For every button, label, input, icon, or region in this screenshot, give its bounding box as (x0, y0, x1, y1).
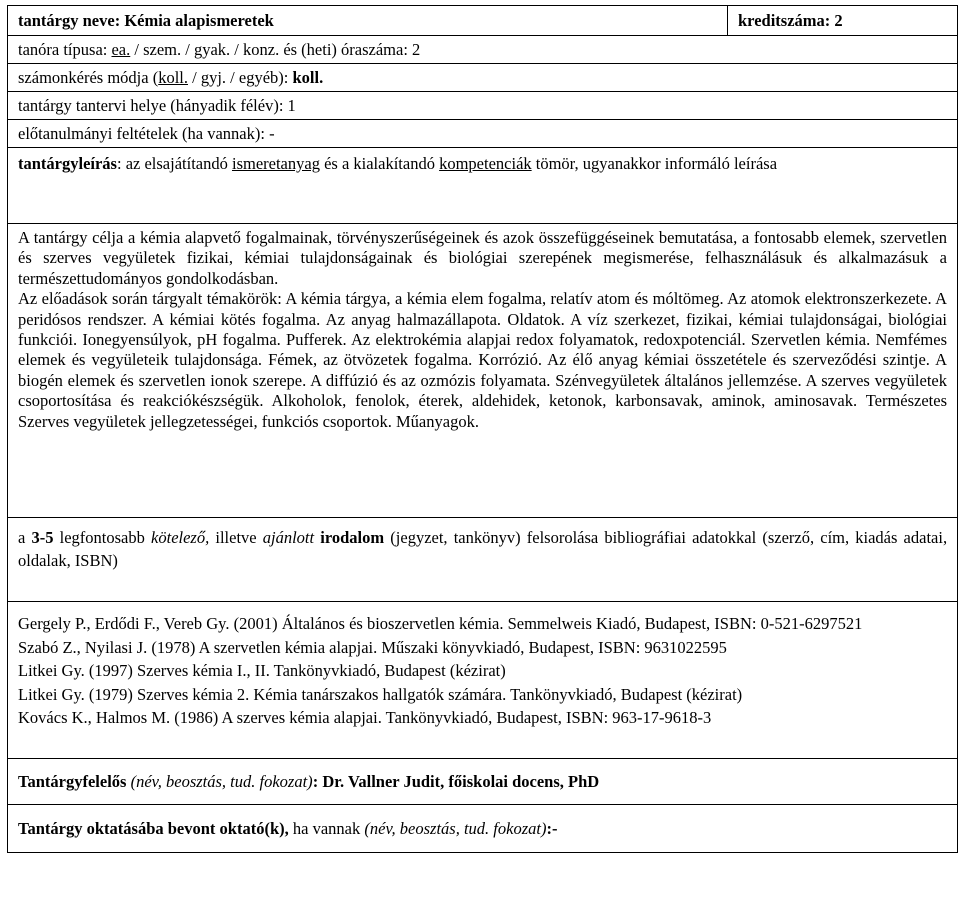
prereq-label: előtanulmányi feltételek (18, 123, 178, 143)
reference-item: Kovács K., Halmos M. (1986) A szerves kémia alapjai. Tankönyvkiadó, Budapest, ISBN: 963-17-9618-3 (18, 708, 712, 727)
prereq-paren: (ha vannak): (182, 123, 265, 143)
reference-item: Litkei Gy. (1979) Szerves kémia 2. Kémia tanárszakos hallgatók számára. Tankönyvkiadó, Budapest (kézirat) (18, 684, 743, 704)
prereq-row (8, 120, 958, 148)
assessment-koll: koll. (158, 67, 188, 87)
lit-t2: legfontosabb (59, 528, 145, 547)
semester-value: 1 (287, 95, 296, 115)
description-p1: : az elsajátítandó (116, 154, 228, 173)
lit-t4: (jegyzet, tankönyv) felsorolása bibliográfiai adatokkal (szerző, cím, kiadás adatai, oldalak, ISBN) (18, 528, 948, 570)
responsible-name: Dr. Vallner Judit, főiskolai docens, PhD (322, 771, 600, 791)
lit-t1: a (18, 528, 26, 547)
description-lead: tantárgyleírás (18, 154, 117, 173)
responsible-colon: : (312, 771, 319, 791)
credits-cell (728, 6, 958, 36)
reference-item: Szabó Z., Nyilasi J. (1978) A szervetlen kémia alapjai. Műszaki könyvkiadó, Budapest, ISBN: 9631022595 (18, 637, 727, 657)
description-header-row (8, 148, 958, 224)
instructors-label: Tantárgy oktatásába bevont oktató(k), (18, 818, 289, 838)
semester-label: tantárgy tantervi helye (hányadik félév): (18, 95, 284, 115)
class-type-ea: ea. (111, 39, 131, 59)
assessment-label: számonkérés módja ( (18, 67, 159, 87)
assessment-row (8, 64, 958, 92)
assessment-value: koll. (292, 67, 324, 87)
lit-literature: irodalom (320, 528, 385, 547)
topics-paragraph: Az előadások során tárgyalt témakörök: A kémia tárgya, a kémia elem fogalma, relatív atom és móltömeg. Az atomok elektronszerkezete. A peridósos rendszer. A kémiai kötés fogalma. Az anyag halmazállapota. Oldatok. A víz szerkezet, fizikai, kémiai tulajdonságai, biológiai funkciói. Ionegyensúlyok, pH fogalma. Pufferek. Az elektrokémia alapjai redox folyamatok, redoxpotenciál. Szervetlen kémia. Nemfémes elemek és vegyületeik tulajdonsága. Fémek, az ötvözetek fogalma. Korrózió. Az élő anyag kémiai összetétele és szerveződési szintje. A biogén elemek és szervetlen ionok szerepe. A diffúzió és az ozmózis folyamata. Szénvegyületek általános jellemzése. A szerves vegyületek csoportosítása és reakciókészségük. Alkoholok, fenolok, éterek, aldehidek, ketonok, karbonsavak, aminok, aminosavak. Természetes Szerves vegyületek jellegzetességei, funkciós csoportok. Műanyagok. (18, 289, 947, 431)
lit-t3: illetve (215, 528, 257, 547)
description-competencies: kompetenciák (439, 154, 532, 173)
responsible-label: Tantárgyfelelős (18, 771, 127, 791)
title-row (8, 6, 958, 36)
subject-name-cell (8, 6, 728, 36)
credits-value: 2 (834, 10, 843, 30)
class-type-rest: / szem. / gyak. / konz. és (heti) óraszáma: (134, 39, 408, 59)
class-type-row (8, 36, 958, 64)
description-p2: és a kialakítandó (324, 154, 435, 173)
subject-name: Kémia alapismeretek (124, 10, 274, 30)
responsible-cell (8, 759, 958, 805)
prereq-value: - (269, 123, 275, 143)
body-text-row (8, 224, 958, 518)
instructors-if: ha vannak (292, 818, 361, 838)
assessment-cell (8, 64, 958, 92)
course-goal-paragraph: A tantárgy célja a kémia alapvető fogalmainak, törvényszerűségeinek és azok összefüggéseinek bemutatása, a fontosabb elemek, szervetlen és szerves vegyületek fizikai, kémiai tulajdonságainak és biológiai szerepének megismerése, felhasználásuk és alkalmazásuk a természettudományos gondolkodásban. (18, 228, 947, 288)
weekly-hours: 2 (412, 39, 421, 59)
semester-cell (8, 92, 958, 120)
lit-num: 3-5 (31, 528, 54, 547)
description-knowledge: ismeretanyag (231, 154, 320, 173)
literature-header-cell (8, 518, 958, 602)
instructors-tail: :- (546, 818, 558, 838)
references-row (8, 602, 958, 759)
class-type-cell (8, 36, 958, 64)
instructors-paren: (név, beosztás, tud. fokozat) (364, 818, 547, 838)
instructors-row (8, 805, 958, 853)
prereq-cell (8, 120, 958, 148)
reference-item: Gergely P., Erdődi F., Vereb Gy. (2001) Általános és bioszervetlen kémia. Semmelweis Kiadó, Budapest, ISBN: 0-521-6297521 (18, 614, 863, 633)
body-text-cell (8, 224, 958, 518)
credits-label: kreditszáma: (738, 10, 831, 30)
references-cell (8, 602, 958, 759)
subject-label: tantárgy neve: (18, 10, 121, 30)
lit-recommended: ajánlott (262, 528, 315, 547)
assessment-rest: / gyj. / egyéb): (192, 67, 289, 87)
course-form-table (7, 5, 958, 853)
literature-header-row (8, 518, 958, 602)
reference-item: Litkei Gy. (1997) Szerves kémia I., II. Tankönyvkiadó, Budapest (kézirat) (18, 661, 506, 680)
semester-row (8, 92, 958, 120)
lit-mandatory: kötelező, (151, 528, 210, 547)
description-header-cell (8, 148, 958, 224)
instructors-cell (8, 805, 958, 853)
responsible-paren: (név, beosztás, tud. fokozat) (130, 771, 313, 791)
class-type-label: tanóra típusa: (18, 39, 108, 59)
description-p3: tömör, ugyanakkor informáló leírása (535, 154, 778, 173)
responsible-row (8, 759, 958, 805)
